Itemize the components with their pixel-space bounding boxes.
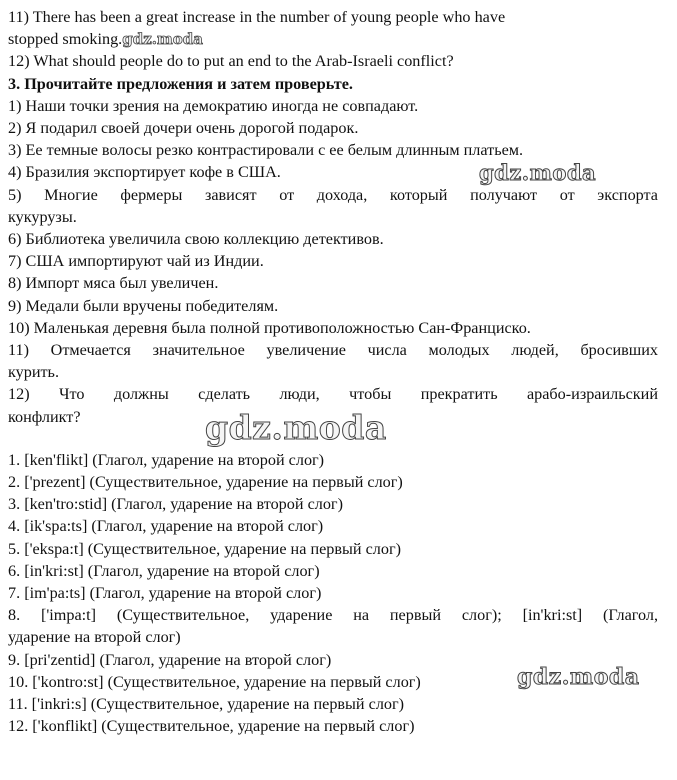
- ru-sentence-11b: курить.: [8, 363, 59, 382]
- document-page: [8, 6, 658, 738]
- ru-sentence-1: 1) Наши точки зрения на демократию иногда не совпадают.: [8, 96, 419, 115]
- pron-line-9: 9. [pri'zentid] (Глагол, ударение на второй слог): [8, 650, 332, 669]
- ru-sentence-5a: 5) Многие фермеры зависят от дохода, который получают от экспорта: [8, 185, 658, 204]
- watermark-inline: gdz.moda: [122, 30, 204, 49]
- ru-sentence-8: 8) Импорт мяса был увеличен.: [8, 274, 219, 293]
- watermark-right-top: gdz.moda: [479, 160, 597, 185]
- pron-line-5: 5. ['ekspa:t] (Существительное, ударение на первый слог): [8, 539, 402, 558]
- ru-sentence-11a: 11) Отмечается значительное увеличение числа молодых людей, бросивших: [8, 341, 658, 360]
- pron-line-8b: ударение на второй слог): [8, 628, 181, 647]
- pron-line-7: 7. [im'pa:ts] (Глагол, ударение на второй слог): [8, 584, 322, 603]
- watermark-right-bottom: gdz.moda: [517, 664, 640, 690]
- ru-sentence-9: 9) Медали были вручены победителям.: [8, 296, 279, 315]
- pron-line-10: 10. ['kontro:st] (Существительное, ударение на первый слог): [8, 672, 421, 691]
- ru-sentence-7: 7) США импортируют чай из Индии.: [8, 252, 264, 271]
- ru-sentence-5b: кукурузы.: [8, 207, 77, 226]
- ru-sentence-4: 4) Бразилия экспортирует кофе в США.: [8, 163, 281, 182]
- ru-sentence-12a: 12) Что должны сделать люди, чтобы прекратить арабо-израильский: [8, 385, 658, 404]
- pron-line-4: 4. [ik'spa:ts] (Глагол, ударение на второй слог): [8, 517, 324, 536]
- watermark-center: gdz.moda: [205, 408, 387, 447]
- english-line-12: 12) What should people do to put an end to the Arab-Israeli conflict?: [8, 52, 454, 71]
- pron-line-12: 12. ['konflikt] (Существительное, ударение на первый слог): [8, 717, 415, 736]
- pron-line-6: 6. [in'kri:st] (Глагол, ударение на второй слог): [8, 561, 320, 580]
- english-line-11a: 11) There has been a great increase in the number of young people who have: [8, 8, 506, 26]
- pron-line-1: 1. [ken'flikt] (Глагол, ударение на второй слог): [8, 450, 325, 469]
- ru-sentence-3: 3) Ее темные волосы резко контрастировали с ее белым длинным платьем.: [8, 141, 524, 160]
- english-line-11b-text: stopped smoking.: [8, 30, 123, 49]
- ru-sentence-12b: конфликт?: [8, 407, 81, 426]
- pron-line-2: 2. ['prezent] (Существительное, ударение на первый слог): [8, 473, 403, 492]
- exercise-heading: 3. Прочитайте предложения и затем проверьте.: [8, 74, 353, 93]
- pron-line-3: 3. [ken'tro:stid] (Глагол, ударение на второй слог): [8, 495, 343, 514]
- english-line-11b: [8, 28, 658, 50]
- ru-sentence-10: 10) Маленькая деревня была полной противоположностью Сан-Франциско.: [8, 318, 531, 337]
- ru-sentence-2: 2) Я подарил своей дочери очень дорогой подарок.: [8, 119, 359, 138]
- pron-line-11: 11. ['inkri:s] (Существительное, ударение на первый слог): [8, 695, 405, 714]
- pron-line-8a: 8. ['impa:t] (Существительное, ударение на первый слог); [in'kri:st] (Глагол,: [8, 606, 658, 625]
- ru-sentence-6: 6) Библиотека увеличила свою коллекцию детективов.: [8, 230, 384, 249]
